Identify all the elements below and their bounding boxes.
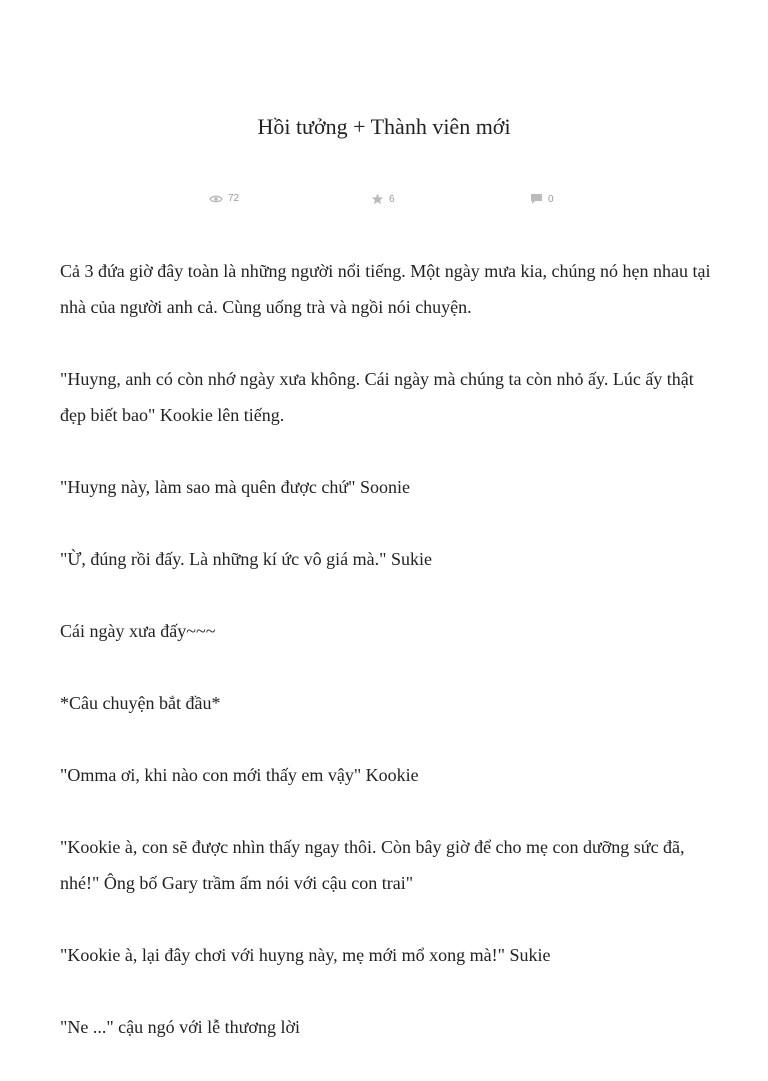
- story-paragraph: "Kookie à, con sẽ được nhìn thấy ngay thôi. Còn bây giờ để cho mẹ con dưỡng sức đã, nhé!" Ông bố Gary trầm ấm nói với cậu con trai": [60, 837, 685, 893]
- story-paragraph: Cái ngày xưa đấy~~~: [60, 621, 216, 641]
- story-paragraph: "Ne ..." cậu ngó với lễ thương lời: [60, 1017, 300, 1037]
- story-paragraph: *Câu chuyện bắt đầu*: [60, 693, 221, 713]
- comment-icon: [530, 193, 543, 205]
- story-paragraph: "Huyng này, làm sao mà quên được chứ" Soonie: [60, 477, 410, 497]
- story-paragraph: "Huyng, anh có còn nhớ ngày xưa không. Cái ngày mà chúng ta còn nhỏ ấy. Lúc ấy thật đẹp biết bao" Kookie lên tiếng.: [60, 369, 694, 425]
- story-paragraph: Cả 3 đứa giờ đây toàn là những người nổi tiếng. Một ngày mưa kia, chúng nó hẹn nhau tại nhà của người anh cả. Cùng uống trà và ngồi nói chuyện.: [60, 261, 711, 317]
- reads-value: 72: [228, 193, 240, 204]
- story-paragraph: "Omma ơi, khi nào con mới thấy em vậy" Kookie: [60, 765, 419, 785]
- eye-icon: [209, 194, 223, 204]
- story-paragraph: "Ừ, đúng rồi đấy. Là những kí ức vô giá mà." Sukie: [60, 549, 432, 569]
- comments-value: 0: [548, 193, 554, 205]
- comments-count: [530, 193, 554, 205]
- story-paragraph: "Kookie à, lại đây chơi với huyng này, mẹ mới mổ xong mà!" Sukie: [60, 945, 551, 965]
- story-stats: [0, 193, 768, 209]
- star-icon: [371, 193, 384, 205]
- votes-value: 6: [389, 193, 395, 205]
- votes-count: [371, 193, 395, 205]
- reads-count: [209, 193, 239, 204]
- story-text: [60, 253, 712, 1081]
- chapter-title: Hồi tưởng + Thành viên mới: [257, 114, 511, 139]
